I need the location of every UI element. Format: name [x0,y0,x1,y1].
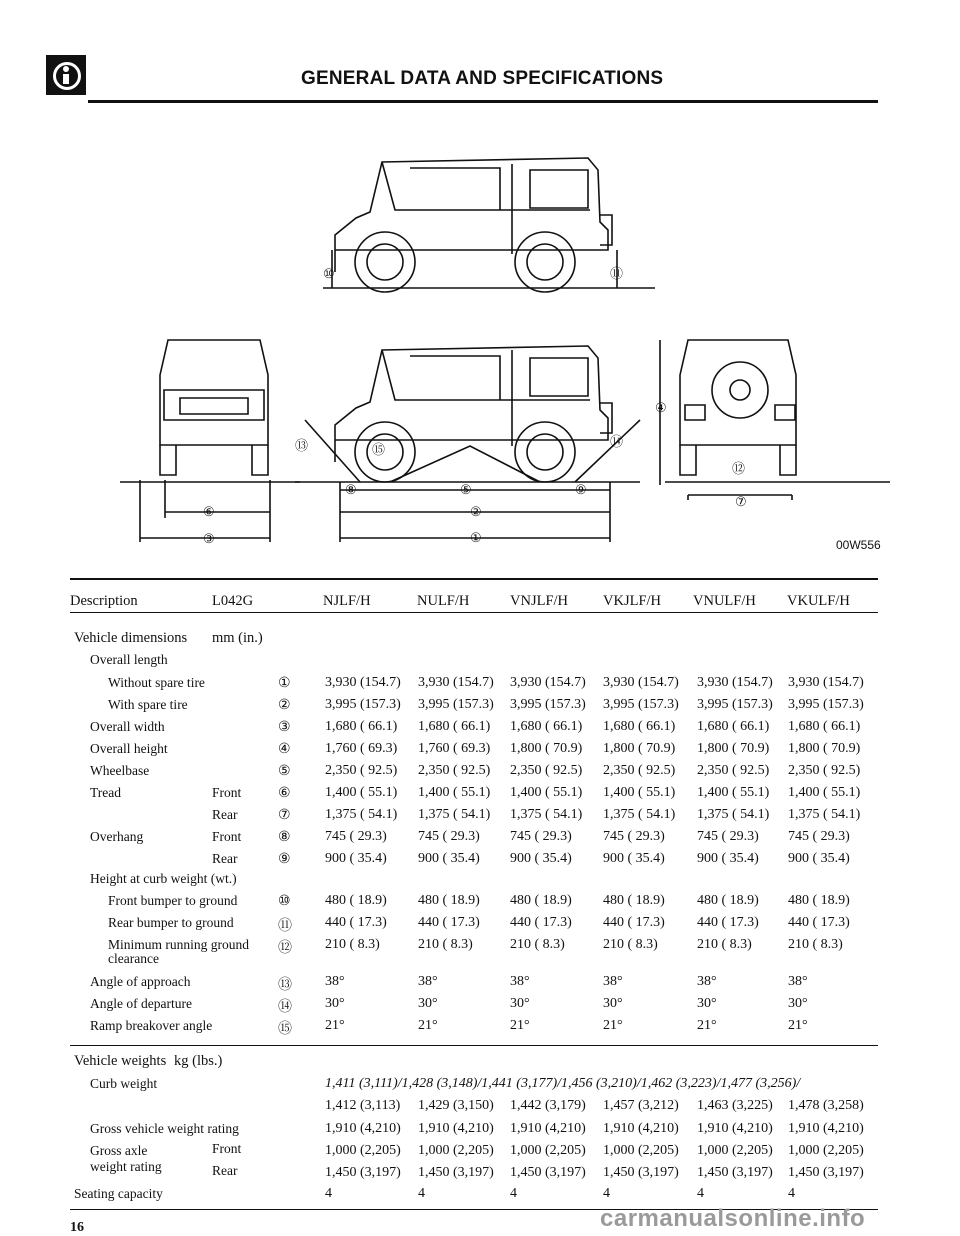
dim-row-2-col-6: 1,680 ( 66.1) [788,719,861,734]
dim-sub-7: Front [212,829,242,844]
axle-rear-col-4: 1,450 (3,197) [603,1165,679,1180]
dim-row-3-col-6: 1,800 ( 70.9) [788,741,861,756]
section-vehicle-dimensions: Vehicle dimensions [74,630,188,646]
axle-front-col-1: 1,000 (2,205) [325,1143,401,1158]
axle-rear-col-5: 1,450 (3,197) [697,1165,773,1180]
angle-row-0-col-1: 38° [325,974,345,989]
table-top-rule [70,578,878,580]
dim-ref-5: ⑥ [278,786,291,801]
dim-label-3: Overall height [90,741,168,756]
label-gvwr: Gross vehicle weight rating [90,1121,239,1136]
dim-row-0-col-1: 3,930 (154.7) [325,675,401,690]
angle-row-1-col-3: 30° [510,996,530,1011]
dim-row-6-col-5: 1,375 ( 54.1) [697,807,770,822]
seating-col-2: 4 [418,1186,425,1201]
dim-row-4-col-2: 2,350 ( 92.5) [418,763,491,778]
height-row-1-col-3: 440 ( 17.3) [510,915,572,930]
dim-row-5-col-5: 1,400 ( 55.1) [697,785,770,800]
height-row-2-col-1: 210 ( 8.3) [325,937,380,952]
height-row-2-col-3: 210 ( 8.3) [510,937,565,952]
angle-row-2-col-5: 21° [697,1018,717,1033]
col-header-vnulf: VNULF/H [693,593,756,609]
callout-8: ⑧ [345,482,357,497]
dim-row-0-col-5: 3,930 (154.7) [697,675,773,690]
dim-row-8-col-6: 900 ( 35.4) [788,851,850,866]
dim-row-4-col-3: 2,350 ( 92.5) [510,763,583,778]
axle-rear-col-2: 1,450 (3,197) [418,1165,494,1180]
height-row-2-col-2: 210 ( 8.3) [418,937,473,952]
axle-front-col-4: 1,000 (2,205) [603,1143,679,1158]
dim-label-2: Overall width [90,719,165,734]
height-row-0-col-4: 480 ( 18.9) [603,893,665,908]
callout-9: ⑨ [575,482,587,497]
height-label-2: Minimum running ground [108,937,249,952]
dim-ref-8: ⑨ [278,852,291,867]
curb2-col-1: 1,412 (3,113) [325,1098,401,1113]
dim-row-3-col-3: 1,800 ( 70.9) [510,741,583,756]
curb2-col-3: 1,442 (3,179) [510,1098,586,1113]
angle-ref-0: ⑬ [278,978,292,993]
dim-row-8-col-3: 900 ( 35.4) [510,851,572,866]
seating-col-5: 4 [697,1186,704,1201]
dim-row-8-col-4: 900 ( 35.4) [603,851,665,866]
height-ref-1: ⑪ [278,919,292,934]
height-ref-2: ⑫ [278,941,292,956]
dim-row-4-col-6: 2,350 ( 92.5) [788,763,861,778]
angle-row-1-col-5: 30° [697,996,717,1011]
dim-ref-1: ② [278,698,291,713]
dim-row-5-col-6: 1,400 ( 55.1) [788,785,861,800]
dim-row-4-col-4: 2,350 ( 92.5) [603,763,676,778]
label-clearance-2: clearance [108,951,159,966]
rear-view-drawing [665,340,890,500]
height-row-1-col-5: 440 ( 17.3) [697,915,759,930]
dim-ref-6: ⑦ [278,808,291,823]
header-row-rule [70,612,878,613]
weights-unit: kg (lbs.) [174,1053,223,1069]
height-row-1-col-1: 440 ( 17.3) [325,915,387,930]
gvwr-col-1: 1,910 (4,210) [325,1121,401,1136]
callout-7: ⑦ [735,494,747,509]
dim-row-1-col-6: 3,995 (157.3) [788,697,864,712]
label-axle-front: Front [212,1141,242,1156]
angle-row-1-col-1: 30° [325,996,345,1011]
callout-5: ⑤ [460,482,472,497]
gvwr-col-6: 1,910 (4,210) [788,1121,864,1136]
dim-row-6-col-2: 1,375 ( 54.1) [418,807,491,822]
page-title: GENERAL DATA AND SPECIFICATIONS [301,68,664,89]
section-height-curb: Height at curb weight (wt.) [90,871,237,886]
curb2-col-4: 1,457 (3,212) [603,1098,679,1113]
dim-row-7-col-5: 745 ( 29.3) [697,829,759,844]
height-ref-0: ⑩ [278,894,291,909]
angle-ref-2: ⑮ [278,1022,292,1037]
label-seating-capacity: Seating capacity [74,1186,163,1201]
header-divider [88,100,878,103]
callout-11: ⑪ [610,266,624,281]
axle-front-col-3: 1,000 (2,205) [510,1143,586,1158]
height-row-0-col-6: 480 ( 18.9) [788,893,850,908]
dim-ref-0: ① [278,676,291,691]
dim-row-2-col-4: 1,680 ( 66.1) [603,719,676,734]
height-label-0: Front bumper to ground [108,893,238,908]
label-overall-length: Overall length [90,652,168,667]
col-header-vkulf: VKULF/H [787,593,850,609]
axle-rear-col-1: 1,450 (3,197) [325,1165,401,1180]
dim-sub-8: Rear [212,851,238,866]
angle-ref-1: ⑭ [278,1000,292,1015]
side-view-top-drawing [323,158,655,292]
dims-unit: mm (in.) [212,630,263,646]
dim-row-1-col-1: 3,995 (157.3) [325,697,401,712]
label-weight-rating: weight rating [90,1159,162,1174]
dim-ref-3: ④ [278,742,291,757]
dim-row-6-col-3: 1,375 ( 54.1) [510,807,583,822]
angle-row-0-col-6: 38° [788,974,808,989]
gvwr-col-5: 1,910 (4,210) [697,1121,773,1136]
angle-row-1-col-4: 30° [603,996,623,1011]
seating-col-4: 4 [603,1186,610,1201]
dim-row-3-col-4: 1,800 ( 70.9) [603,741,676,756]
col-header-njlf: NJLF/H [323,593,371,609]
dim-label-7: Overhang [90,829,144,844]
page-number: 16 [70,1220,84,1235]
dim-row-5-col-1: 1,400 ( 55.1) [325,785,398,800]
angle-row-0-col-2: 38° [418,974,438,989]
info-icon [46,55,86,95]
curb2-col-6: 1,478 (3,258) [788,1098,864,1113]
axle-front-col-5: 1,000 (2,205) [697,1143,773,1158]
watermark: carmanualsonline.info [600,1205,866,1232]
col-header-nulf: NULF/H [417,593,470,609]
col-header-model: L042G [212,593,254,609]
dim-row-2-col-1: 1,680 ( 66.1) [325,719,398,734]
height-label-1: Rear bumper to ground [108,915,234,930]
height-row-2-col-5: 210 ( 8.3) [697,937,752,952]
callout-3: ③ [203,531,215,546]
seating-col-3: 4 [510,1186,517,1201]
callout-15: ⑮ [372,442,386,457]
seating-col-1: 4 [325,1186,332,1201]
height-row-1-col-6: 440 ( 17.3) [788,915,850,930]
label-gross-axle: Gross axle [90,1143,148,1158]
angle-row-1-col-2: 30° [418,996,438,1011]
angle-row-2-col-2: 21° [418,1018,438,1033]
dim-row-7-col-2: 745 ( 29.3) [418,829,480,844]
dim-row-7-col-1: 745 ( 29.3) [325,829,387,844]
callout-6: ⑥ [203,504,215,519]
height-row-0-col-5: 480 ( 18.9) [697,893,759,908]
dim-row-7-col-3: 745 ( 29.3) [510,829,572,844]
dim-row-5-col-4: 1,400 ( 55.1) [603,785,676,800]
axle-front-col-2: 1,000 (2,205) [418,1143,494,1158]
angle-row-0-col-3: 38° [510,974,530,989]
height-row-0-col-3: 480 ( 18.9) [510,893,572,908]
dim-ref-2: ③ [278,720,291,735]
dim-label-5: Tread [90,785,122,800]
dim-row-0-col-6: 3,930 (154.7) [788,675,864,690]
dim-row-7-col-6: 745 ( 29.3) [788,829,850,844]
dim-label-0: Without spare tire [108,675,205,690]
dim-ref-4: ⑤ [278,764,291,779]
curb2-col-5: 1,463 (3,225) [697,1098,773,1113]
dim-row-4-col-5: 2,350 ( 92.5) [697,763,770,778]
dim-sub-6: Rear [212,807,238,822]
dim-row-0-col-3: 3,930 (154.7) [510,675,586,690]
height-row-0-col-2: 480 ( 18.9) [418,893,480,908]
gvwr-col-4: 1,910 (4,210) [603,1121,679,1136]
dim-row-1-col-5: 3,995 (157.3) [697,697,773,712]
dim-label-4: Wheelbase [90,763,150,778]
dim-row-1-col-4: 3,995 (157.3) [603,697,679,712]
dim-label-1: With spare tire [108,697,188,712]
callout-4: ④ [655,400,667,415]
dim-row-0-col-2: 3,930 (154.7) [418,675,494,690]
axle-rear-col-6: 1,450 (3,197) [788,1165,864,1180]
callout-13: ⑬ [295,438,309,453]
gvwr-col-3: 1,910 (4,210) [510,1121,586,1136]
dim-row-8-col-2: 900 ( 35.4) [418,851,480,866]
angle-row-2-col-3: 21° [510,1018,530,1033]
gvwr-col-2: 1,910 (4,210) [418,1121,494,1136]
angle-row-1-col-6: 30° [788,996,808,1011]
col-header-vkjlf: VKJLF/H [603,593,662,609]
col-header-vnjlf: VNJLF/H [510,593,569,609]
callout-14: ⑭ [610,434,624,449]
dim-row-1-col-2: 3,995 (157.3) [418,697,494,712]
dim-ref-7: ⑧ [278,830,291,845]
height-row-1-col-4: 440 ( 17.3) [603,915,665,930]
height-row-1-col-2: 440 ( 17.3) [418,915,480,930]
angle-row-0-col-4: 38° [603,974,623,989]
dim-sub-5: Front [212,785,242,800]
angle-row-0-col-5: 38° [697,974,717,989]
dim-row-4-col-1: 2,350 ( 92.5) [325,763,398,778]
dim-row-0-col-4: 3,930 (154.7) [603,675,679,690]
angle-label-0: Angle of approach [90,974,191,989]
dim-row-7-col-4: 745 ( 29.3) [603,829,665,844]
height-row-2-col-6: 210 ( 8.3) [788,937,843,952]
dim-row-3-col-2: 1,760 ( 69.3) [418,741,491,756]
callout-12: ⑫ [732,461,746,476]
dim-row-3-col-5: 1,800 ( 70.9) [697,741,770,756]
dim-row-2-col-5: 1,680 ( 66.1) [697,719,770,734]
height-row-2-col-4: 210 ( 8.3) [603,937,658,952]
dim-row-6-col-4: 1,375 ( 54.1) [603,807,676,822]
angle-row-2-col-6: 21° [788,1018,808,1033]
dim-row-6-col-6: 1,375 ( 54.1) [788,807,861,822]
figure-code: 00W556 [836,538,881,552]
callout-10: ⑩ [323,266,335,281]
angle-row-2-col-1: 21° [325,1018,345,1033]
dim-row-2-col-2: 1,680 ( 66.1) [418,719,491,734]
curb-weight-line1: 1,411 (3,111)/1,428 (3,148)/1,441 (3,177)/1,456 (3,210)/1,462 (3,223)/1,477 (3,256)/ [325,1076,801,1091]
dim-row-5-col-2: 1,400 ( 55.1) [418,785,491,800]
axle-front-col-6: 1,000 (2,205) [788,1143,864,1158]
seating-col-6: 4 [788,1186,795,1201]
callout-2: ② [470,504,482,519]
label-curb-weight: Curb weight [90,1076,158,1091]
dim-row-2-col-3: 1,680 ( 66.1) [510,719,583,734]
height-row-0-col-1: 480 ( 18.9) [325,893,387,908]
dim-row-1-col-3: 3,995 (157.3) [510,697,586,712]
col-header-description: Description [70,593,138,609]
dim-row-8-col-5: 900 ( 35.4) [697,851,759,866]
dim-row-6-col-1: 1,375 ( 54.1) [325,807,398,822]
label-axle-rear: Rear [212,1163,238,1178]
section-vehicle-weights: Vehicle weights [74,1053,167,1069]
dim-row-3-col-1: 1,760 ( 69.3) [325,741,398,756]
dim-row-8-col-1: 900 ( 35.4) [325,851,387,866]
callout-1: ① [470,530,482,545]
axle-rear-col-3: 1,450 (3,197) [510,1165,586,1180]
dim-row-5-col-3: 1,400 ( 55.1) [510,785,583,800]
weights-top-rule [70,1045,878,1046]
curb2-col-2: 1,429 (3,150) [418,1098,494,1113]
vehicle-dimensions-diagram [120,150,890,550]
angle-label-1: Angle of departure [90,996,192,1011]
angle-label-2: Ramp breakover angle [90,1018,213,1033]
angle-row-2-col-4: 21° [603,1018,623,1033]
